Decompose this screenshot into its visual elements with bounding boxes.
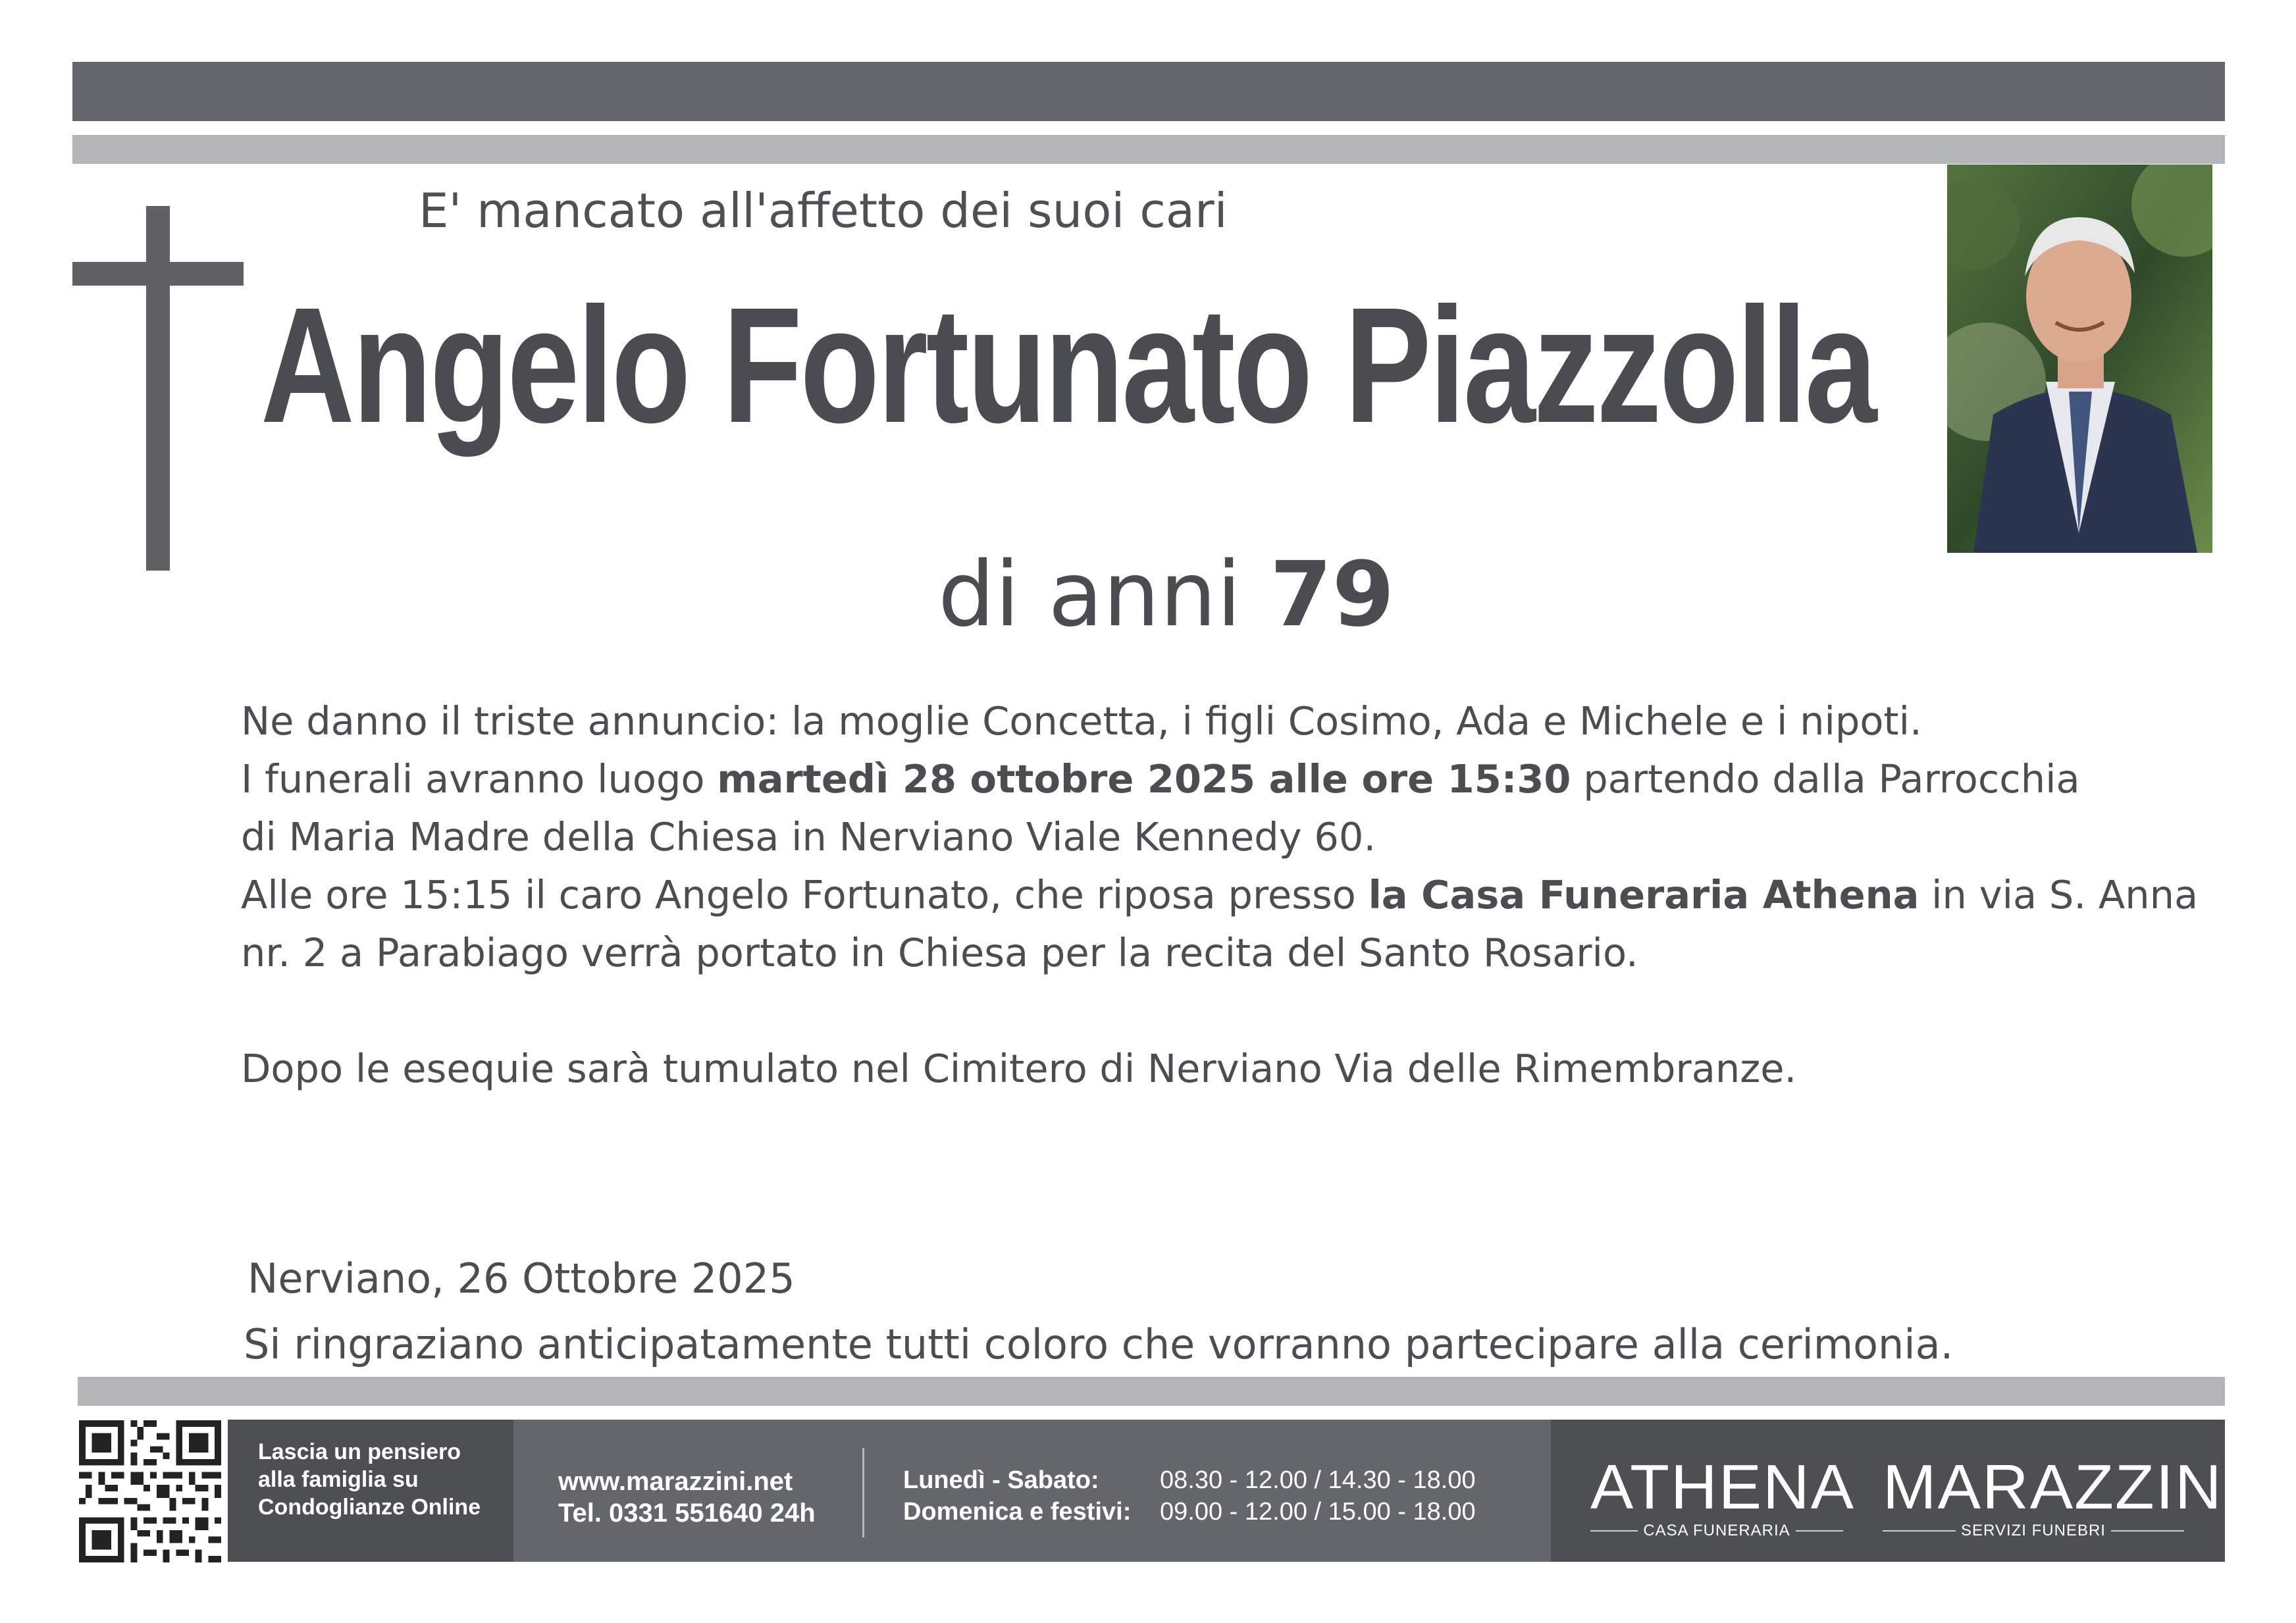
hours-values (1160, 1464, 1476, 1528)
bottom-light-band (78, 1377, 2225, 1406)
funeral-home-name: la Casa Funeraria Athena (1368, 872, 1919, 917)
weekdays-label: Lunedì - Sabato: (903, 1466, 1099, 1494)
deceased-name: Angelo Fortunato Piazzolla (261, 273, 1875, 457)
marazzini-logo (1883, 1452, 2243, 1540)
athena-logo-name: ATHENA (1590, 1452, 1856, 1522)
funeral-datetime: martedì 28 ottobre 2025 alle ore 15:30 (717, 756, 1571, 802)
contact-info (558, 1466, 816, 1529)
weekdays-hours: 08.30 - 12.00 / 14.30 - 18.00 (1160, 1466, 1476, 1494)
age-value: 79 (1270, 543, 1395, 647)
place-date: Nerviano, 26 Ottobre 2025 (248, 1254, 795, 1302)
body-line-6: Dopo le esequie sarà tumulato nel Cimitero di Nerviano Via delle Rimembranze. (241, 1046, 1797, 1091)
athena-logo (1590, 1452, 1856, 1540)
body-line-2: I funerali avranno luogo martedì 28 ottobre 2025 alle ore 15:30 partendo dalla Parrocchia (241, 756, 2080, 802)
marazzini-logo-sub: SERVIZI FUNEBRI (1961, 1522, 2106, 1539)
announcement-body (241, 692, 2198, 1098)
hours-labels (903, 1464, 1131, 1528)
holidays-hours: 09.00 - 12.00 / 15.00 - 18.00 (1160, 1498, 1476, 1526)
condolences-text[interactable]: Lascia un pensiero alla famiglia su Condoglianze Online (258, 1439, 481, 1520)
footer-divider (862, 1448, 864, 1537)
phone-number: Tel. 0331 551640 24h (558, 1499, 816, 1528)
top-light-band (72, 135, 2225, 164)
qr-code-icon[interactable] (78, 1420, 222, 1562)
athena-logo-sub: CASA FUNERARIA (1643, 1522, 1790, 1539)
intro-text: E' mancato all'affetto dei suoi cari (419, 183, 1228, 238)
body-line-1: Ne danno il triste annuncio: la moglie Concetta, i figli Cosimo, Ada e Michele e i nipoti. (241, 698, 1922, 744)
body-line-3: di Maria Madre della Chiesa in Nerviano Viale Kennedy 60. (241, 814, 1376, 860)
body-line-5: nr. 2 a Parabiago verrà portato in Chiesa per la recita del Santo Rosario. (241, 930, 1638, 975)
body-line-4: Alle ore 15:15 il caro Angelo Fortunato, che riposa presso la Casa Funeraria Athena in via S. Anna (241, 872, 2199, 917)
thanks-text: Si ringraziano anticipatamente tutti coloro che vorranno partecipare alla cerimonia. (244, 1320, 1954, 1368)
marazzini-logo-name: MARAZZINI (1883, 1452, 2243, 1522)
age-line (938, 543, 1395, 647)
website-link[interactable]: www.marazzini.net (558, 1467, 793, 1496)
top-dark-band (72, 62, 2225, 121)
portrait-photo (1947, 165, 2212, 553)
age-prefix: di anni (938, 543, 1241, 647)
holidays-label: Domenica e festivi: (903, 1498, 1132, 1526)
